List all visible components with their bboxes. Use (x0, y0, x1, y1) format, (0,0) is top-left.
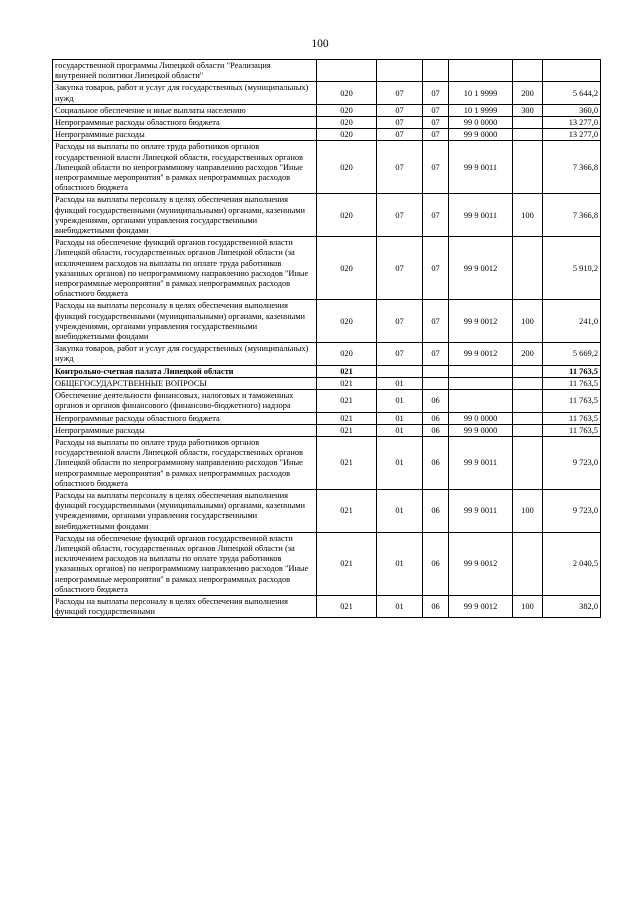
subsection-code (423, 60, 449, 82)
row-name: Контрольно-счетная палата Липецкой области (53, 365, 317, 377)
table-row (53, 117, 601, 129)
section-code (377, 365, 423, 377)
budget-table (52, 59, 601, 618)
ministry-code: 021 (317, 532, 377, 595)
subsection-code (423, 365, 449, 377)
ministry-code: 021 (317, 390, 377, 412)
expense-type-code (513, 377, 543, 389)
row-name: Закупка товаров, работ и услуг для государственных (муниципальных) нужд (53, 343, 317, 365)
subsection-code: 06 (423, 595, 449, 617)
table-row (53, 365, 601, 377)
expense-type-code (513, 436, 543, 489)
target-item-code: 99 9 0012 (449, 300, 513, 343)
row-name: Непрограммные расходы областного бюджета (53, 117, 317, 129)
row-name: Расходы на выплаты персоналу в целях обеспечения выполнения функций государственными (муниципальными) органами, казенными учреждениями, органами управления государственными внебюджетными фондами (53, 300, 317, 343)
subsection-code: 07 (423, 141, 449, 194)
ministry-code: 021 (317, 412, 377, 424)
subsection-code: 07 (423, 82, 449, 104)
target-item-code: 99 0 0000 (449, 117, 513, 129)
subsection-code: 06 (423, 412, 449, 424)
subsection-code: 07 (423, 237, 449, 300)
ministry-code: 020 (317, 141, 377, 194)
amount: 9 723,0 (543, 436, 601, 489)
amount: 5 644,2 (543, 82, 601, 104)
amount: 241,0 (543, 300, 601, 343)
ministry-code: 020 (317, 300, 377, 343)
ministry-code: 020 (317, 129, 377, 141)
table-row (53, 141, 601, 194)
expense-type-code: 100 (513, 300, 543, 343)
amount: 9 723,0 (543, 489, 601, 532)
ministry-code: 021 (317, 595, 377, 617)
expense-type-code: 200 (513, 343, 543, 365)
table-row (53, 104, 601, 116)
section-code: 01 (377, 436, 423, 489)
amount: 11 763,5 (543, 390, 601, 412)
table-row (53, 194, 601, 237)
ministry-code: 020 (317, 194, 377, 237)
section-code: 07 (377, 237, 423, 300)
table-row (53, 60, 601, 82)
section-code: 07 (377, 129, 423, 141)
section-code: 07 (377, 82, 423, 104)
table-row (53, 343, 601, 365)
row-name: Расходы на выплаты по оплате труда работников органов государственной власти Липецкой области, государственных органов Липецкой области по непрограммному направлению расходов "Иные непрограммные мероприятия" в рамках непрограммных расходов областного бюджета (53, 141, 317, 194)
expense-type-code: 200 (513, 82, 543, 104)
expense-type-code (513, 237, 543, 300)
table-row (53, 377, 601, 389)
target-item-code: 99 0 0000 (449, 412, 513, 424)
amount (543, 60, 601, 82)
ministry-code: 021 (317, 377, 377, 389)
subsection-code (423, 377, 449, 389)
target-item-code: 10 1 9999 (449, 82, 513, 104)
section-code: 07 (377, 343, 423, 365)
ministry-code: 021 (317, 436, 377, 489)
expense-type-code: 100 (513, 194, 543, 237)
amount: 5 669,2 (543, 343, 601, 365)
table-row (53, 532, 601, 595)
target-item-code: 99 9 0012 (449, 532, 513, 595)
amount: 5 910,2 (543, 237, 601, 300)
row-name: Расходы на выплаты по оплате труда работников органов государственной власти Липецкой области, государственных органов Липецкой области по непрограммному направлению расходов "Иные непрограммные мероприятия" в рамках непрограммных расходов областного бюджета (53, 436, 317, 489)
amount: 2 040,5 (543, 532, 601, 595)
target-item-code: 99 9 0011 (449, 489, 513, 532)
expense-type-code: 100 (513, 489, 543, 532)
expense-type-code (513, 412, 543, 424)
expense-type-code (513, 424, 543, 436)
page-number: 100 (311, 38, 329, 50)
row-name: Непрограммные расходы (53, 424, 317, 436)
table-row (53, 595, 601, 617)
row-name: Расходы на обеспечение функций органов государственной власти Липецкой области, государственных органов Липецкой области (за исключением расходов на выплаты по оплате труда работников указанных органов) по непрограммному направлению расходов "Иные непрограммные мероприятия" в рамках непрограммных расходов областного бюджета (53, 532, 317, 595)
target-item-code: 99 9 0012 (449, 237, 513, 300)
section-code: 07 (377, 104, 423, 116)
expense-type-code: 100 (513, 595, 543, 617)
table-row (53, 390, 601, 412)
target-item-code: 99 9 0011 (449, 141, 513, 194)
row-name: Социальное обеспечение и иные выплаты населению (53, 104, 317, 116)
ministry-code: 021 (317, 489, 377, 532)
row-name: государственной программы Липецкой области "Реализация внутренней политики Липецкой области" (53, 60, 317, 82)
target-item-code: 99 9 0000 (449, 129, 513, 141)
target-item-code: 99 9 0011 (449, 194, 513, 237)
ministry-code: 020 (317, 117, 377, 129)
ministry-code: 021 (317, 365, 377, 377)
ministry-code: 020 (317, 343, 377, 365)
expense-type-code (513, 390, 543, 412)
section-code (377, 60, 423, 82)
section-code: 07 (377, 300, 423, 343)
table-row (53, 300, 601, 343)
ministry-code: 021 (317, 424, 377, 436)
subsection-code: 07 (423, 343, 449, 365)
target-item-code (449, 60, 513, 82)
row-name: Закупка товаров, работ и услуг для государственных (муниципальных) нужд (53, 82, 317, 104)
table-row (53, 489, 601, 532)
table-row (53, 237, 601, 300)
amount: 13 277,0 (543, 117, 601, 129)
amount: 7 366,8 (543, 194, 601, 237)
amount: 11 763,5 (543, 365, 601, 377)
section-code: 07 (377, 194, 423, 237)
expense-type-code: 300 (513, 104, 543, 116)
expense-type-code (513, 117, 543, 129)
subsection-code: 07 (423, 129, 449, 141)
subsection-code: 07 (423, 300, 449, 343)
row-name: Непрограммные расходы (53, 129, 317, 141)
subsection-code: 07 (423, 104, 449, 116)
subsection-code: 06 (423, 424, 449, 436)
ministry-code (317, 60, 377, 82)
target-item-code (449, 365, 513, 377)
amount: 382,0 (543, 595, 601, 617)
target-item-code: 10 1 9999 (449, 104, 513, 116)
row-name: Непрограммные расходы областного бюджета (53, 412, 317, 424)
subsection-code: 06 (423, 390, 449, 412)
row-name: ОБЩЕГОСУДАРСТВЕННЫЕ ВОПРОСЫ (53, 377, 317, 389)
section-code: 07 (377, 117, 423, 129)
target-item-code: 99 9 0012 (449, 595, 513, 617)
subsection-code: 06 (423, 489, 449, 532)
target-item-code: 99 9 0012 (449, 343, 513, 365)
target-item-code: 99 9 0000 (449, 424, 513, 436)
section-code: 01 (377, 595, 423, 617)
amount: 13 277,0 (543, 129, 601, 141)
table-row (53, 436, 601, 489)
row-name: Расходы на выплаты персоналу в целях обеспечения выполнения функций государственными (муниципальными) органами, казенными учреждениями, органами управления государственными внебюджетными фондами (53, 194, 317, 237)
section-code: 07 (377, 141, 423, 194)
section-code: 01 (377, 424, 423, 436)
expense-type-code (513, 60, 543, 82)
table-row (53, 82, 601, 104)
section-code: 01 (377, 532, 423, 595)
amount: 7 366,8 (543, 141, 601, 194)
expense-type-code (513, 365, 543, 377)
expense-type-code (513, 129, 543, 141)
row-name: Расходы на выплаты персоналу в целях обеспечения выполнения функций государственными (муниципальными) органами, казенными учреждениями, органами управления государственными внебюджетными фондами (53, 489, 317, 532)
expense-type-code (513, 141, 543, 194)
row-name: Расходы на обеспечение функций органов государственной власти Липецкой области, государственных органов Липецкой области (за исключением расходов на выплаты по оплате труда работников указанных органов) по непрограммному направлению расходов "Иные непрограммные мероприятия" в рамках непрограммных расходов областного бюджета (53, 237, 317, 300)
section-code: 01 (377, 390, 423, 412)
amount: 11 763,5 (543, 412, 601, 424)
section-code: 01 (377, 489, 423, 532)
table-row (53, 129, 601, 141)
amount: 11 763,5 (543, 424, 601, 436)
ministry-code: 020 (317, 237, 377, 300)
ministry-code: 020 (317, 104, 377, 116)
table-row (53, 424, 601, 436)
amount: 11 763,5 (543, 377, 601, 389)
subsection-code: 06 (423, 436, 449, 489)
section-code: 01 (377, 377, 423, 389)
expense-type-code (513, 532, 543, 595)
ministry-code: 020 (317, 82, 377, 104)
row-name: Обеспечение деятельности финансовых, налоговых и таможенных органов и органов финансового (финансово-бюджетного) надзора (53, 390, 317, 412)
table-row (53, 412, 601, 424)
target-item-code (449, 377, 513, 389)
target-item-code (449, 390, 513, 412)
subsection-code: 07 (423, 117, 449, 129)
row-name: Расходы на выплаты персоналу в целях обеспечения выполнения функций государственными (53, 595, 317, 617)
subsection-code: 07 (423, 194, 449, 237)
amount: 360,0 (543, 104, 601, 116)
section-code: 01 (377, 412, 423, 424)
target-item-code: 99 9 0011 (449, 436, 513, 489)
subsection-code: 06 (423, 532, 449, 595)
